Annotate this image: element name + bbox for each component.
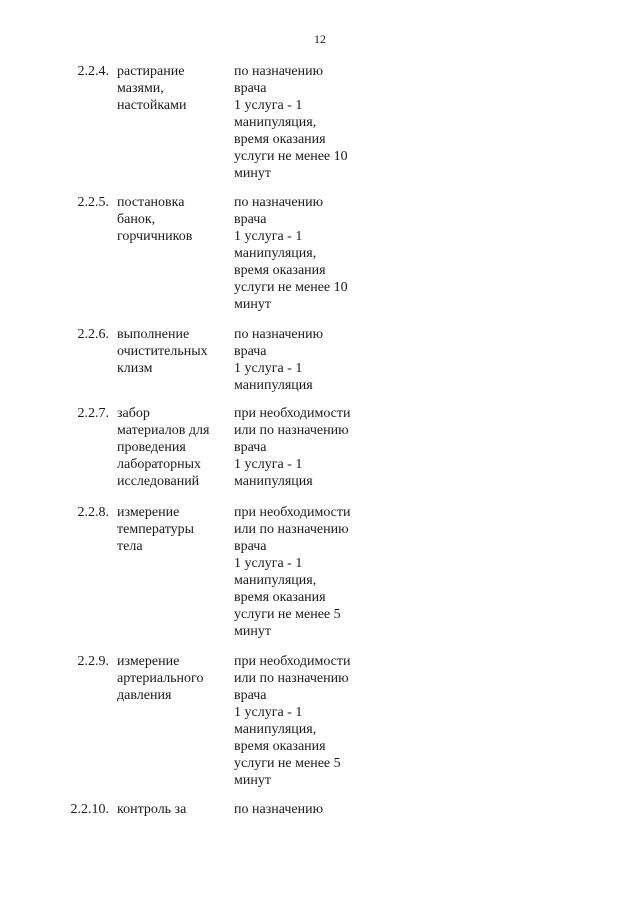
- service-item: [0, 801, 640, 818]
- service-item: [0, 63, 640, 182]
- service-conditions: [234, 194, 384, 313]
- service-name-line: измерение: [117, 505, 180, 520]
- item-number: 2.2.6.: [77, 327, 109, 342]
- service-conditions: [234, 326, 384, 394]
- service-condition-line: врача: [234, 212, 267, 227]
- service-condition-line: услуги не менее 5: [234, 607, 341, 622]
- service-condition-line: минут: [234, 624, 271, 639]
- service-name-line: тела: [117, 539, 143, 554]
- service-condition-line: услуги не менее 10: [234, 149, 348, 164]
- service-condition-line: 1 услуга - 1: [234, 361, 303, 376]
- service-name-line: давления: [117, 688, 172, 703]
- service-name: [117, 63, 227, 114]
- service-name-line: горчичников: [117, 229, 193, 244]
- service-condition-line: манипуляция: [234, 378, 313, 393]
- item-number: 2.2.8.: [77, 505, 109, 520]
- service-name-line: мазями,: [117, 81, 164, 96]
- service-name-line: очистительных: [117, 344, 208, 359]
- service-name-line: материалов для: [117, 423, 210, 438]
- service-condition-line: 1 услуга - 1: [234, 98, 303, 113]
- service-condition-line: манипуляция,: [234, 722, 317, 737]
- service-condition-line: минут: [234, 297, 271, 312]
- service-condition-line: 1 услуга - 1: [234, 229, 303, 244]
- service-condition-line: минут: [234, 773, 271, 788]
- service-condition-line: при необходимости: [234, 654, 351, 669]
- service-condition-line: врача: [234, 688, 267, 703]
- service-name-line: клизм: [117, 361, 153, 376]
- service-condition-line: при необходимости: [234, 406, 351, 421]
- service-condition-line: по назначению: [234, 195, 324, 210]
- service-condition-line: время оказания: [234, 263, 326, 278]
- service-name-line: проведения: [117, 440, 186, 455]
- service-name-line: лабораторных: [117, 457, 202, 472]
- service-name-line: банок,: [117, 212, 156, 227]
- service-name: [117, 504, 227, 555]
- service-conditions: [234, 63, 384, 182]
- item-number: 2.2.10.: [70, 802, 109, 817]
- service-conditions: [234, 653, 384, 789]
- service-item: [0, 326, 640, 394]
- service-name-line: контроль за: [117, 802, 187, 817]
- service-name: [117, 405, 227, 490]
- service-item: [0, 653, 640, 789]
- service-name-line: настойками: [117, 98, 187, 113]
- service-condition-line: 1 услуга - 1: [234, 556, 303, 571]
- service-condition-line: манипуляция,: [234, 246, 317, 261]
- service-name: [117, 801, 227, 818]
- service-condition-line: или по назначению: [234, 671, 349, 686]
- service-condition-line: врача: [234, 344, 267, 359]
- service-condition-line: время оказания: [234, 590, 326, 605]
- service-name-line: исследований: [117, 474, 200, 489]
- service-condition-line: услуги не менее 5: [234, 756, 341, 771]
- service-item: [0, 504, 640, 640]
- service-condition-line: по назначению: [234, 64, 324, 79]
- service-condition-line: врача: [234, 539, 267, 554]
- service-condition-line: по назначению: [234, 327, 324, 342]
- service-condition-line: 1 услуга - 1: [234, 457, 303, 472]
- service-conditions: [234, 504, 384, 640]
- item-number: 2.2.9.: [77, 654, 109, 669]
- service-condition-line: по назначению: [234, 802, 324, 817]
- service-name-line: температуры: [117, 522, 195, 537]
- service-name: [117, 653, 227, 704]
- service-condition-line: или по назначению: [234, 423, 349, 438]
- service-conditions: [234, 801, 384, 818]
- service-condition-line: врача: [234, 81, 267, 96]
- service-name-line: измерение: [117, 654, 180, 669]
- service-condition-line: время оказания: [234, 132, 326, 147]
- service-item: [0, 194, 640, 313]
- service-condition-line: манипуляция: [234, 474, 313, 489]
- item-number: 2.2.4.: [77, 64, 109, 79]
- service-name-line: выполнение: [117, 327, 190, 342]
- service-condition-line: услуги не менее 10: [234, 280, 348, 295]
- service-condition-line: манипуляция,: [234, 115, 317, 130]
- service-item: [0, 405, 640, 490]
- service-condition-line: при необходимости: [234, 505, 351, 520]
- service-name: [117, 326, 227, 377]
- service-condition-line: или по назначению: [234, 522, 349, 537]
- service-condition-line: 1 услуга - 1: [234, 705, 303, 720]
- item-number: 2.2.7.: [77, 406, 109, 421]
- page-number: 12: [314, 32, 326, 46]
- service-name-line: постановка: [117, 195, 185, 210]
- service-condition-line: манипуляция,: [234, 573, 317, 588]
- service-condition-line: время оказания: [234, 739, 326, 754]
- service-name-line: растирание: [117, 64, 185, 79]
- service-conditions: [234, 405, 384, 490]
- item-number: 2.2.5.: [77, 195, 109, 210]
- service-name: [117, 194, 227, 245]
- service-condition-line: врача: [234, 440, 267, 455]
- service-condition-line: минут: [234, 166, 271, 181]
- service-name-line: забор: [117, 406, 150, 421]
- service-name-line: артериального: [117, 671, 204, 686]
